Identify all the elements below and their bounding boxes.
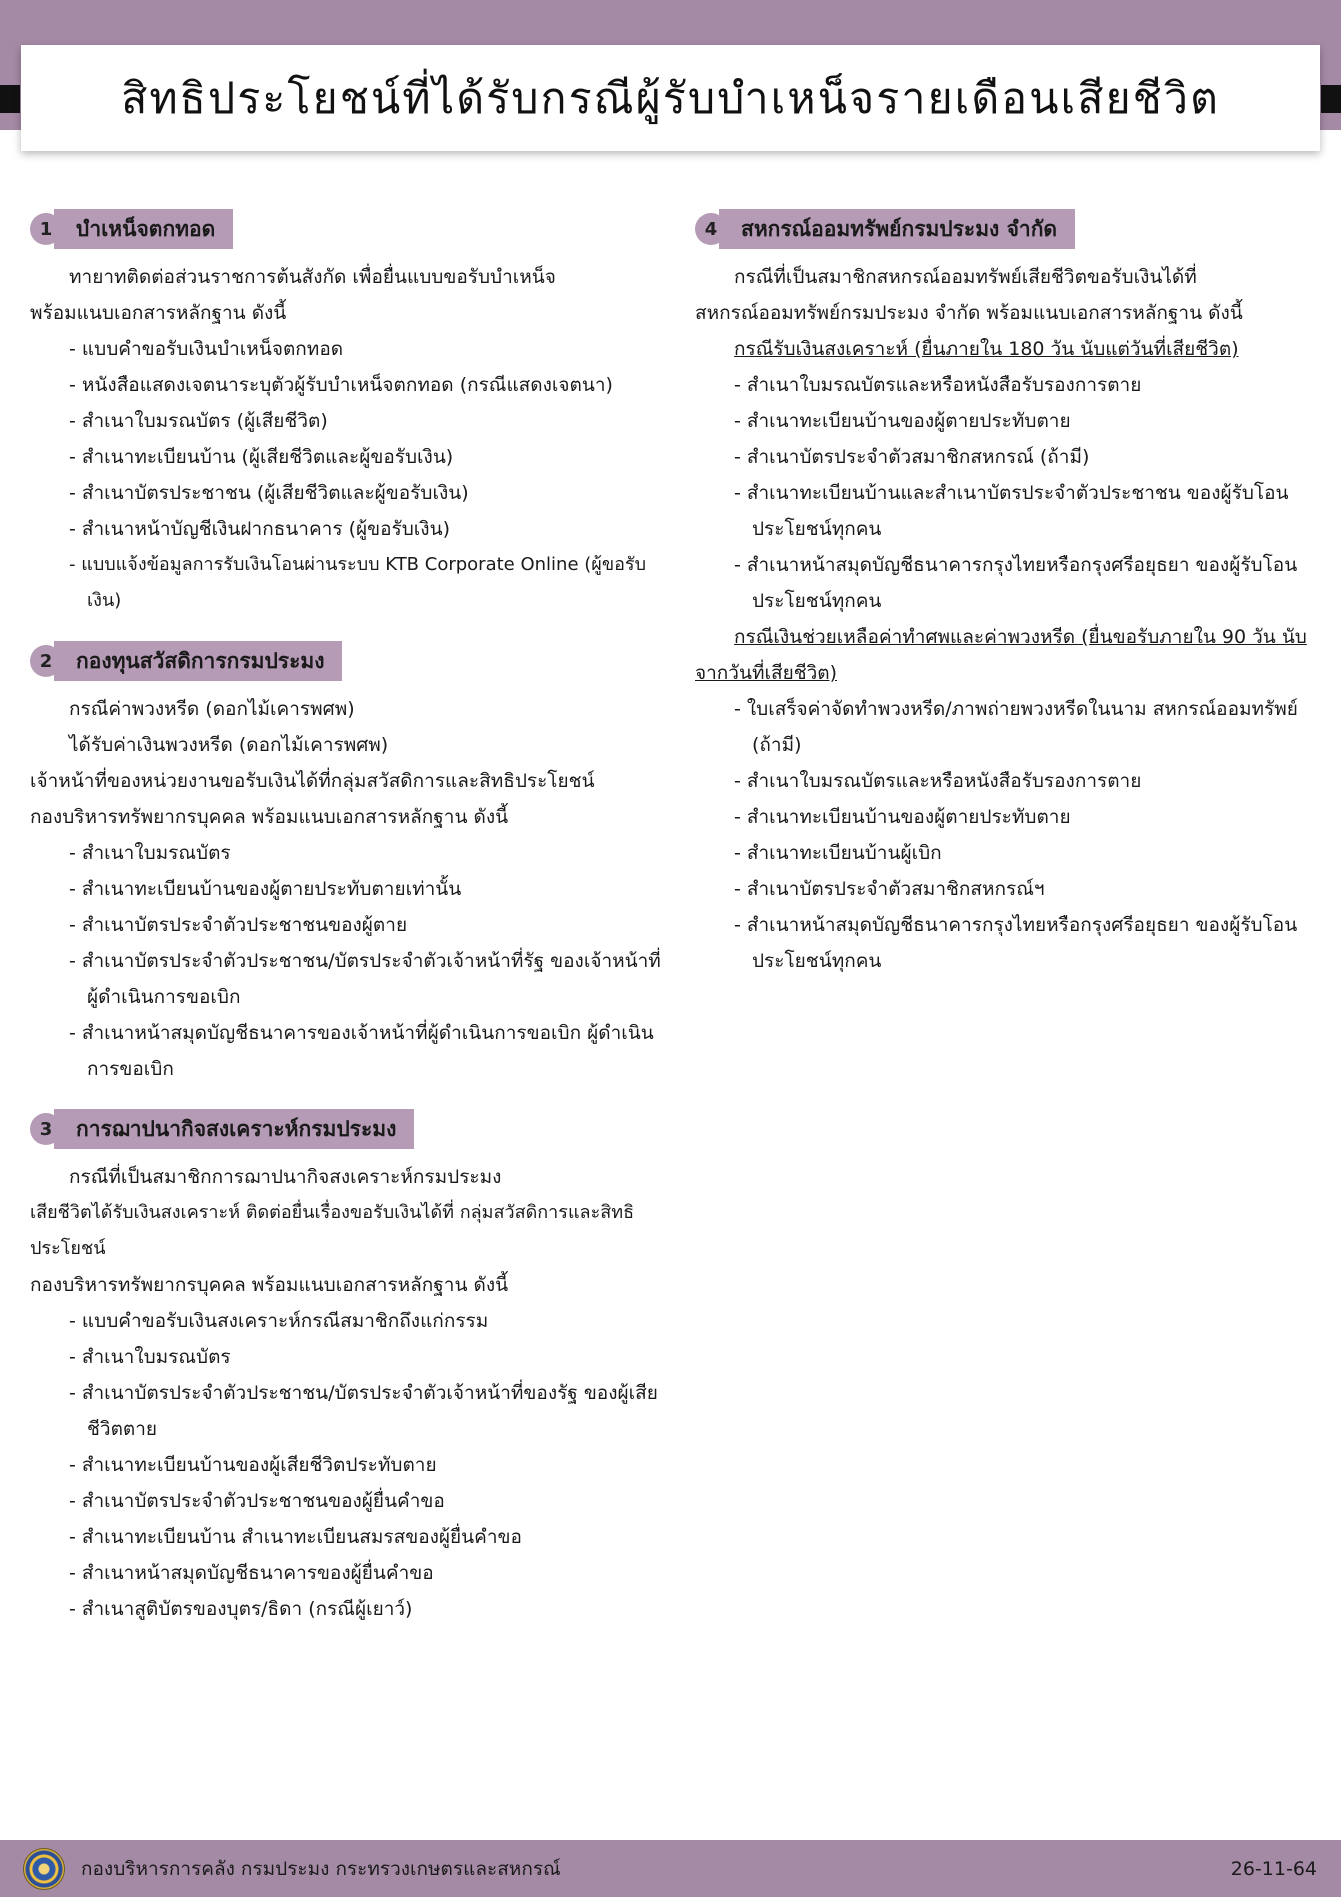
- section-4-subhead-b: กรณีเงินช่วยเหลือค่าทำศพและค่าพวงหรีด (ยื่นขอรับภายใน 90 วัน นับจากวันที่เสียชีวิต): [695, 626, 1307, 684]
- list-item: - สำเนาสูติบัตรของบุตร/ธิดา (กรณีผู้เยาว์): [69, 1591, 670, 1627]
- section-3-line-2: เสียชีวิตได้รับเงินสงเคราะห์ ติดต่อยื่นเรื่องขอรับเงินได้ที่ กลุ่มสวัสดิการและสิทธิประโยชน์: [30, 1202, 635, 1259]
- section-3-title: การฌาปนากิจสงเคราะห์กรมประมง: [54, 1109, 414, 1149]
- section-1-number: 1: [30, 213, 62, 245]
- list-item: - สำเนาทะเบียนบ้านของผู้ตายประทับตาย: [734, 799, 1315, 835]
- section-2-line-1: กรณีค่าพวงหรีด (ดอกไม้เคารพศพ): [69, 698, 355, 720]
- list-item: - สำเนาใบมรณบัตรและหรือหนังสือรับรองการตาย: [734, 763, 1315, 799]
- section-3-list: [30, 1303, 670, 1627]
- header-accent-right: [1321, 85, 1341, 113]
- list-item: - สำเนาหน้าสมุดบัญชีธนาคารกรุงไทยหรือกรุงศรีอยุธยา ของผู้รับโอนประโยชน์ทุกคน: [734, 907, 1315, 979]
- footer-org: กองบริหารการคลัง กรมประมง กระทรวงเกษตรและสหกรณ์: [81, 1857, 561, 1880]
- list-item: - สำเนาใบมรณบัตร: [69, 1339, 670, 1375]
- right-column: [695, 209, 1315, 979]
- list-item: - สำเนาหน้าสมุดบัญชีธนาคารของผู้ยื่นคำขอ: [69, 1555, 670, 1591]
- footer-date: 26-11-64: [1230, 1857, 1317, 1880]
- section-4-subhead-a: กรณีรับเงินสงเคราะห์ (ยื่นภายใน 180 วัน นับแต่วันที่เสียชีวิต): [734, 338, 1239, 360]
- section-2-line-4: กองบริหารทรัพยากรบุคคล พร้อมแนบเอกสารหลักฐาน ดังนี้: [30, 806, 509, 828]
- list-item: - สำเนาบัตรประจำตัวประชาชนของผู้ตาย: [69, 907, 670, 943]
- list-item: - ใบเสร็จค่าจัดทำพวงหรีด/ภาพถ่ายพวงหรีดในนาม สหกรณ์ออมทรัพย์ (ถ้ามี): [734, 691, 1315, 763]
- section-1-header: [30, 209, 670, 249]
- list-item: - สำเนาบัตรประจำตัวสมาชิกสหกรณ์ (ถ้ามี): [734, 439, 1315, 475]
- department-seal-icon: [23, 1848, 65, 1890]
- section-4-list-a: [695, 367, 1315, 619]
- header-accent-left: [0, 85, 20, 113]
- list-item: - แบบคำขอรับเงินบำเหน็จตกทอด: [69, 331, 670, 367]
- left-column: [30, 209, 670, 1627]
- section-4-header: [695, 209, 1315, 249]
- list-item: - สำเนาบัตรประจำตัวสมาชิกสหกรณ์ฯ: [734, 871, 1315, 907]
- list-item: - สำเนาบัตรประชาชน (ผู้เสียชีวิตและผู้ขอรับเงิน): [69, 475, 670, 511]
- section-4-number: 4: [695, 213, 727, 245]
- list-item: - สำเนาทะเบียนบ้านของผู้ตายประทับตายเท่านั้น: [69, 871, 670, 907]
- section-4-line-1: กรณีที่เป็นสมาชิกสหกรณ์ออมทรัพย์เสียชีวิตขอรับเงินได้ที่: [734, 266, 1197, 288]
- list-item: - สำเนาทะเบียนบ้านของผู้ตายประทับตาย: [734, 403, 1315, 439]
- section-1-list: [30, 331, 670, 619]
- section-2-header: [30, 641, 670, 681]
- section-1-intro: ทายาทติดต่อส่วนราชการต้นสังกัด เพื่อยื่นแบบขอรับบำเหน็จ: [69, 266, 556, 288]
- title-box: [21, 45, 1320, 151]
- list-item: - สำเนาใบมรณบัตร: [69, 835, 670, 871]
- list-item: - สำเนาบัตรประจำตัวประชาชนของผู้ยื่นคำขอ: [69, 1483, 670, 1519]
- section-4-list-b: [695, 691, 1315, 979]
- list-item: - สำเนาบัตรประจำตัวประชาชน/บัตรประจำตัวเจ้าหน้าที่รัฐ ของเจ้าหน้าที่ผู้ดำเนินการขอเบิก: [69, 943, 670, 1015]
- section-2-number: 2: [30, 645, 62, 677]
- footer-band: [0, 1840, 1341, 1897]
- list-item: - สำเนาใบมรณบัตรและหรือหนังสือรับรองการตาย: [734, 367, 1315, 403]
- list-item: - สำเนาหน้าสมุดบัญชีธนาคารของเจ้าหน้าที่ผู้ดำเนินการขอเบิก ผู้ดำเนินการขอเบิก: [69, 1015, 670, 1087]
- section-4-title: สหกรณ์ออมทรัพย์กรมประมง จำกัด: [719, 209, 1075, 249]
- section-3-header: [30, 1109, 670, 1149]
- section-1-title: บำเหน็จตกทอด: [54, 209, 233, 249]
- list-item: - สำเนาบัตรประจำตัวประชาชน/บัตรประจำตัวเจ้าหน้าที่ของรัฐ ของผู้เสียชีวิตตาย: [69, 1375, 670, 1447]
- list-item: - หนังสือแสดงเจตนาระบุตัวผู้รับบำเหน็จตกทอด (กรณีแสดงเจตนา): [69, 367, 670, 403]
- section-2-line-3: เจ้าหน้าที่ของหน่วยงานขอรับเงินได้ที่กลุ่มสวัสดิการและสิทธิประโยชน์: [30, 770, 595, 792]
- section-2-title: กองทุนสวัสดิการกรมประมง: [54, 641, 342, 681]
- list-item: - สำเนาทะเบียนบ้านผู้เบิก: [734, 835, 1315, 871]
- list-item: - สำเนาหน้าบัญชีเงินฝากธนาคาร (ผู้ขอรับเงิน): [69, 511, 670, 547]
- section-3-number: 3: [30, 1113, 62, 1145]
- section-3-line-3: กองบริหารทรัพยากรบุคคล พร้อมแนบเอกสารหลักฐาน ดังนี้: [30, 1274, 509, 1296]
- list-item: - สำเนาทะเบียนบ้าน สำเนาทะเบียนสมรสของผู้ยื่นคำขอ: [69, 1519, 670, 1555]
- list-item: - สำเนาใบมรณบัตร (ผู้เสียชีวิต): [69, 403, 670, 439]
- list-item: - สำเนาทะเบียนบ้านและสำเนาบัตรประจำตัวประชาชน ของผู้รับโอนประโยชน์ทุกคน: [734, 475, 1315, 547]
- list-item: - สำเนาทะเบียนบ้านของผู้เสียชีวิตประทับตาย: [69, 1447, 670, 1483]
- section-2-list: [30, 835, 670, 1087]
- section-3-line-1: กรณีที่เป็นสมาชิกการฌาปนากิจสงเคราะห์กรมประมง: [69, 1166, 502, 1188]
- list-item: - แบบคำขอรับเงินสงเคราะห์กรณีสมาชิกถึงแก่กรรม: [69, 1303, 670, 1339]
- list-item: - แบบแจ้งข้อมูลการรับเงินโอนผ่านระบบ KTB Corporate Online (ผู้ขอรับเงิน): [69, 547, 670, 619]
- list-item: - สำเนาหน้าสมุดบัญชีธนาคารกรุงไทยหรือกรุงศรีอยุธยา ของผู้รับโอนประโยชน์ทุกคน: [734, 547, 1315, 619]
- section-1-intro-cont: พร้อมแนบเอกสารหลักฐาน ดังนี้: [30, 302, 287, 324]
- section-2-line-2: ได้รับค่าเงินพวงหรีด (ดอกไม้เคารพศพ): [69, 734, 389, 756]
- section-4-line-2: สหกรณ์ออมทรัพย์กรมประมง จำกัด พร้อมแนบเอกสารหลักฐาน ดังนี้: [695, 302, 1243, 324]
- list-item: - สำเนาทะเบียนบ้าน (ผู้เสียชีวิตและผู้ขอรับเงิน): [69, 439, 670, 475]
- page-title: สิทธิประโยชน์ที่ได้รับกรณีผู้รับบำเหน็จรายเดือนเสียชีวิต: [121, 74, 1220, 124]
